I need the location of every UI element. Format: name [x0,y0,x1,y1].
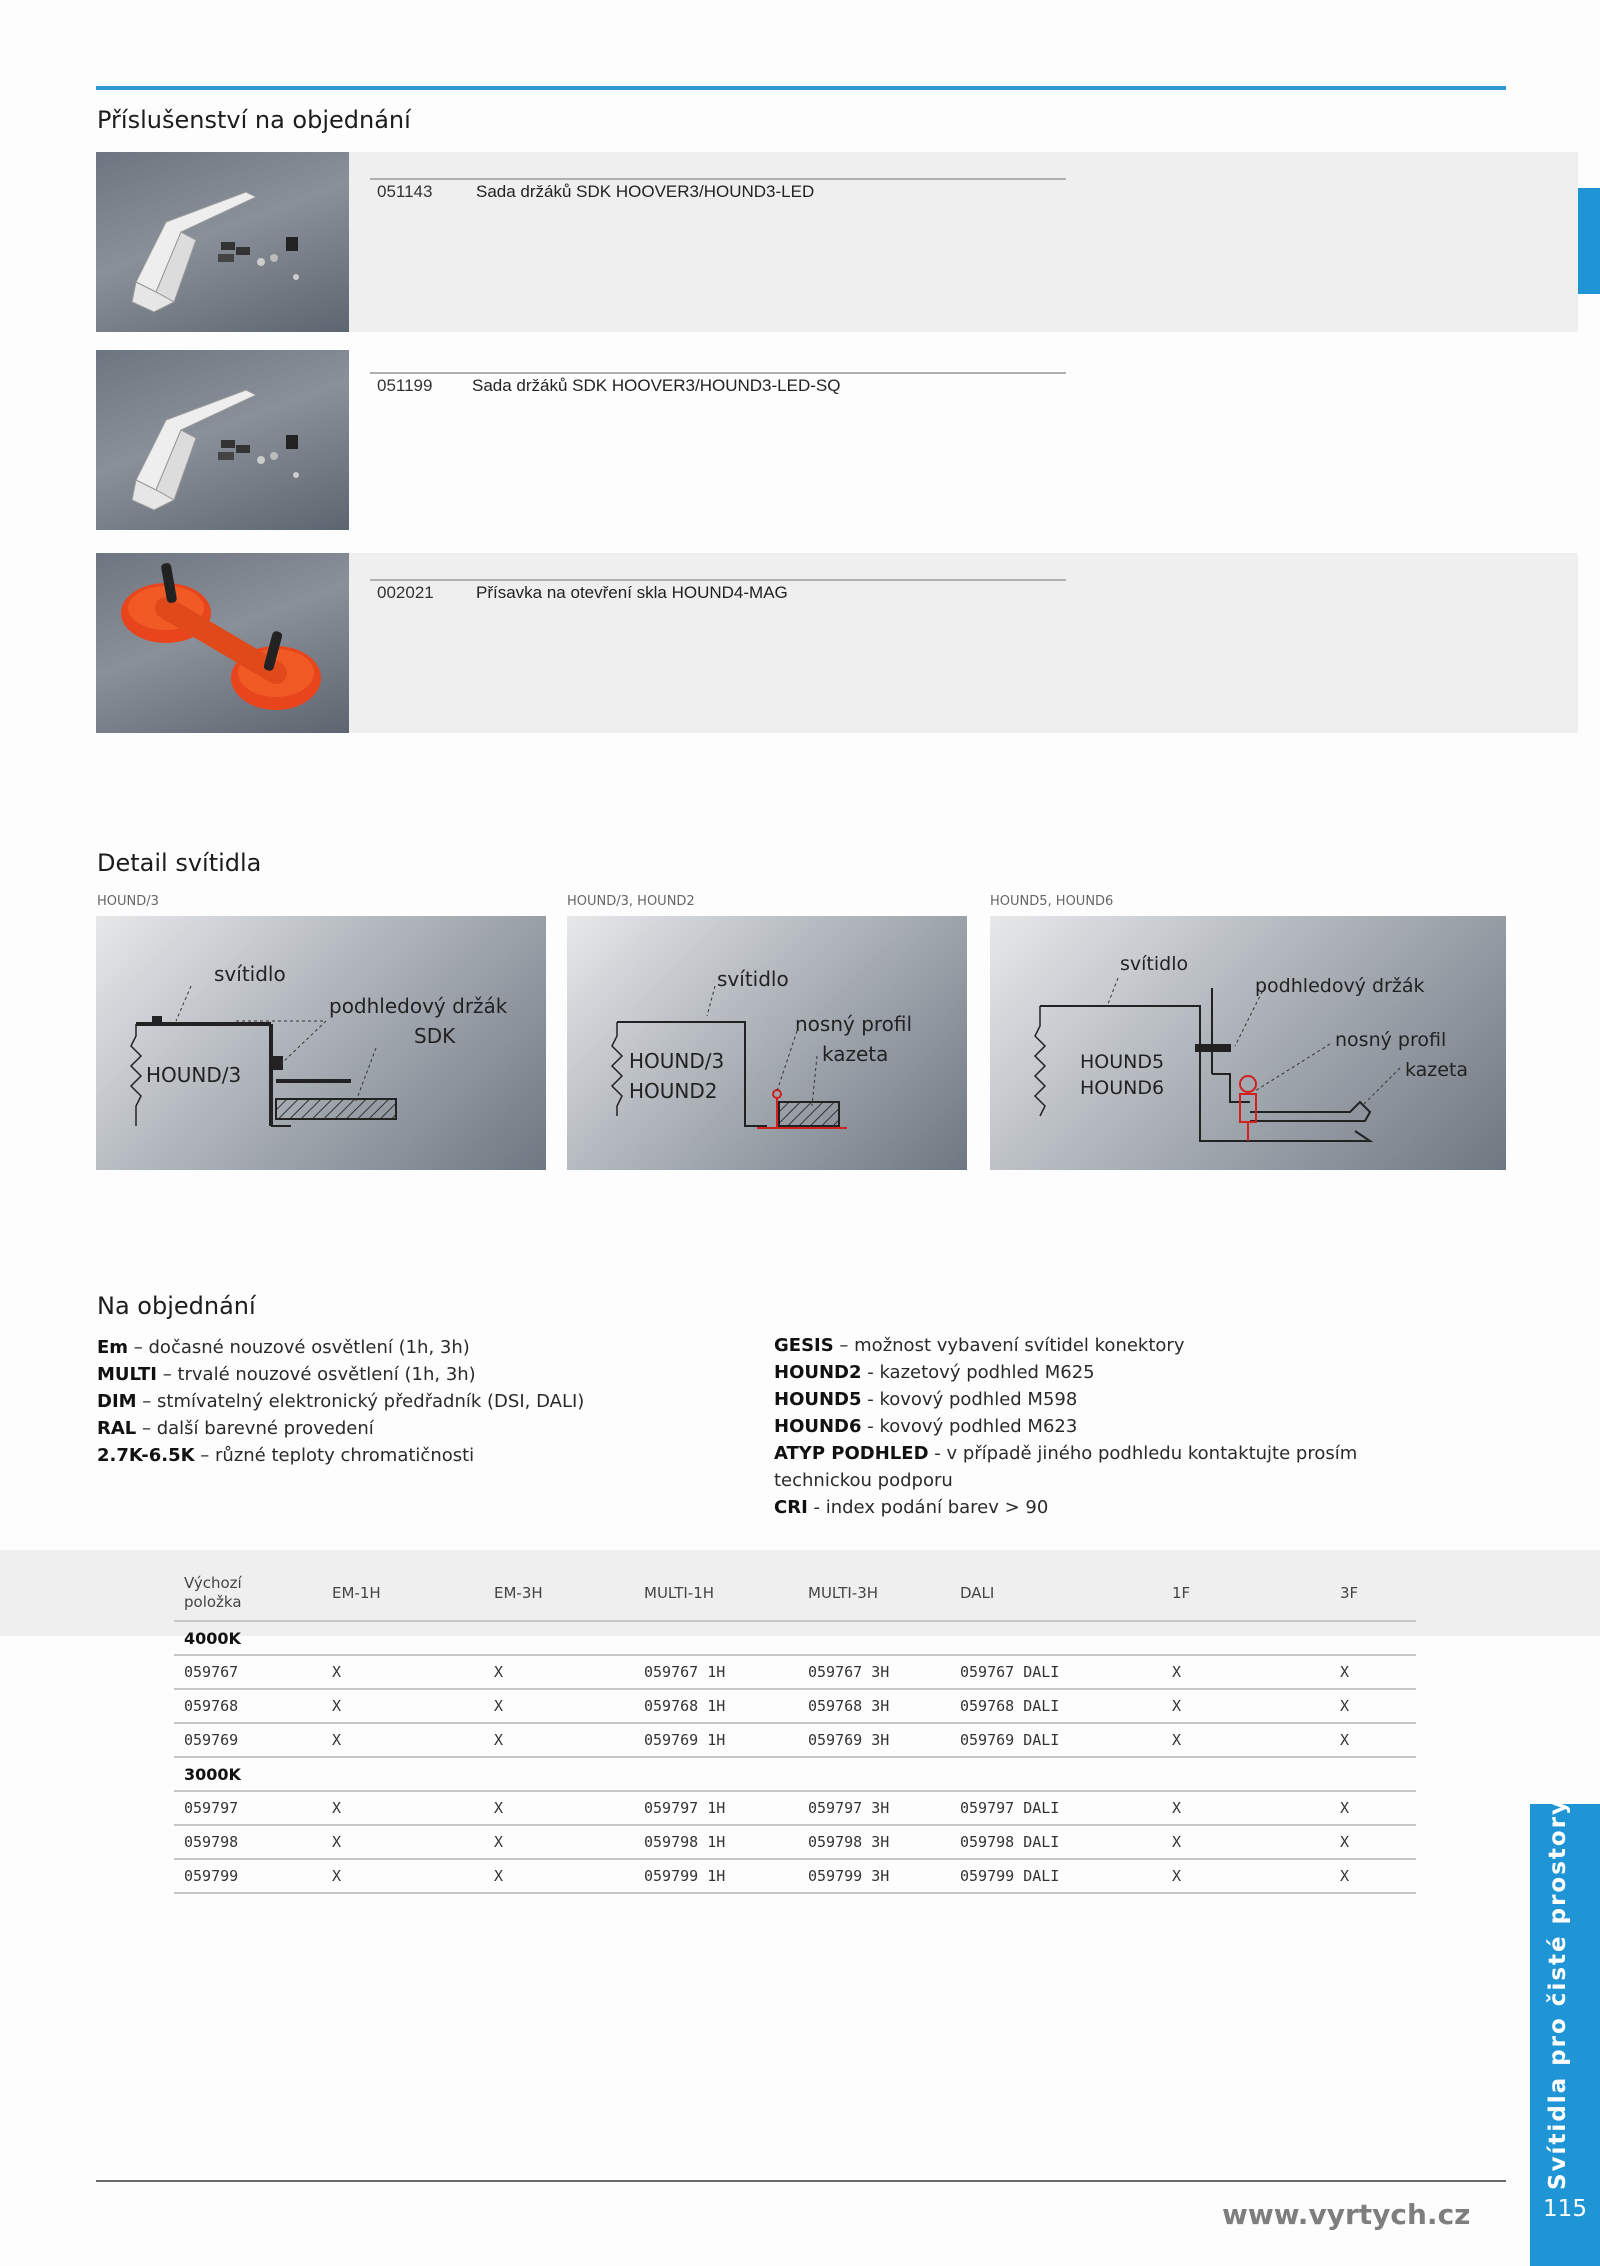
column-header: MULTI-1H [644,1584,715,1602]
bracket-set-image [96,350,349,530]
legend-term: DIM [97,1391,137,1412]
table-cell: X [1278,1689,1416,1723]
diagram-text: HOUND/3 [146,1063,242,1087]
table-cell: X [1112,1825,1278,1859]
accessory-name: Sada držáků SDK HOOVER3/HOUND3-LED-SQ [472,376,841,395]
top-rule [96,86,1506,90]
detail-panel-label: HOUND/3, HOUND2 [567,894,695,909]
table-cell: X [464,1723,626,1757]
table-cell: 059768 3H [790,1689,946,1723]
diagram-text: kazeta [822,1042,889,1066]
legend-item [774,1440,1414,1494]
legend-item [774,1494,1414,1521]
accessory-name: Přísavka na otevření skla HOUND4-MAG [476,583,788,602]
table-cell: X [1278,1859,1416,1893]
table-cell: 059769 1H [626,1723,790,1757]
accessory-divider [370,372,1066,374]
table-cell: 059769 3H [790,1723,946,1757]
legend-term: RAL [97,1418,137,1439]
legend-right [774,1332,1414,1521]
table-cell: X [1278,1825,1416,1859]
legend-item [97,1442,737,1469]
table-cell: X [302,1723,464,1757]
legend-left [97,1334,737,1469]
table-cell: X [1278,1723,1416,1757]
accessory-code: 051199 [377,376,433,395]
table-row [174,1791,1416,1825]
website-link[interactable]: www.vyrtych.cz [1222,2198,1471,2231]
group-label: 4000K [174,1621,1416,1655]
table-row [174,1859,1416,1893]
diagram-text: HOUND2 [629,1079,718,1103]
diagram-text: nosný profil [795,1012,913,1036]
column-header: Výchozí položka [184,1574,242,1611]
diagram-text: kazeta [1405,1059,1469,1081]
legend-desc: – trvalé nouzové osvětlení (1h, 3h) [157,1364,476,1385]
chapter-label: Svítidla pro čisté prostory [1545,1797,1571,2190]
table-cell: 059767 [174,1655,302,1689]
table-cell: 059799 [174,1859,302,1893]
accessory-row [96,350,1578,530]
legend-item [774,1359,1414,1386]
detail-diagram-hound3 [96,916,546,1170]
legend-term: GESIS [774,1335,834,1356]
detail-panel-label: HOUND/3 [97,894,159,909]
legend-desc: – další barevné provedení [136,1418,374,1439]
page-number: 115 [1543,2196,1587,2222]
group-row [174,1621,1416,1655]
diagram-text: HOUND/3 [629,1049,725,1073]
diagram-text: svítidlo [1120,953,1189,975]
bottom-rule [96,2180,1506,2182]
table-cell: X [1112,1791,1278,1825]
table-cell: 059799 DALI [946,1859,1112,1893]
legend-item [774,1386,1414,1413]
accessories-title: Příslušenství na objednání [97,106,411,134]
table-row [174,1655,1416,1689]
table-cell: 059799 3H [790,1859,946,1893]
column-header: 3F [1340,1584,1359,1602]
table-cell: X [1112,1689,1278,1723]
table-row [174,1689,1416,1723]
accessory-divider [370,579,1066,581]
table-header-row [174,1566,1416,1620]
diagram-text: SDK [414,1024,456,1048]
accessory-code: 002021 [377,583,434,602]
legend-desc: - index podání barev > 90 [807,1497,1049,1518]
legend-term: HOUND5 [774,1389,862,1410]
table-cell: X [302,1655,464,1689]
table-cell: 059798 3H [790,1825,946,1859]
legend-item [97,1361,737,1388]
legend-term: ATYP PODHLED [774,1443,929,1464]
diagram-text: svítidlo [214,962,286,986]
legend-term: CRI [774,1497,808,1518]
table-cell: 059767 3H [790,1655,946,1689]
table-cell: 059768 [174,1689,302,1723]
legend-desc: – dočasné nouzové osvětlení (1h, 3h) [128,1337,470,1358]
order-title: Na objednání [97,1292,256,1320]
legend-desc: – možnost vybavení svítidel konektory [833,1335,1185,1356]
legend-term: MULTI [97,1364,157,1385]
table-cell: X [302,1825,464,1859]
detail-title: Detail svítidla [97,849,262,877]
table-cell: 059768 1H [626,1689,790,1723]
table-cell: X [302,1689,464,1723]
table-cell: 059798 DALI [946,1825,1112,1859]
table-cell: X [464,1791,626,1825]
table-cell: X [464,1859,626,1893]
suction-lifter-image [96,553,349,733]
table-row [174,1825,1416,1859]
table-cell: 059798 1H [626,1825,790,1859]
table-cell: 059767 1H [626,1655,790,1689]
order-table [174,1566,1416,1894]
table-cell: X [464,1655,626,1689]
diagram-text: HOUND5 [1080,1051,1165,1073]
legend-term: 2.7K-6.5K [97,1445,195,1466]
table-cell: 059797 [174,1791,302,1825]
legend-item [774,1332,1414,1359]
table-cell: X [1278,1791,1416,1825]
column-header: 1F [1172,1584,1191,1602]
accessory-row [96,152,1578,332]
diagram-text: podhledový držák [1255,975,1425,997]
legend-term: HOUND2 [774,1362,862,1383]
legend-desc: – stmívatelný elektronický předřadník (DSI, DALI) [136,1391,585,1412]
legend-item [97,1334,737,1361]
legend-desc: - kazetový podhled M625 [861,1362,1095,1383]
legend-desc: - v případě jiného podhledu kontaktujte prosím technickou podporu [774,1443,1358,1491]
detail-diagram-hound2 [567,916,967,1170]
legend-item [774,1413,1414,1440]
table-cell: 059769 [174,1723,302,1757]
table-cell: 059797 3H [790,1791,946,1825]
column-header: EM-3H [494,1584,543,1602]
legend-term: HOUND6 [774,1416,862,1437]
table-cell: X [1112,1723,1278,1757]
table-cell: X [302,1859,464,1893]
table-cell: 059797 DALI [946,1791,1112,1825]
table-cell: 059768 DALI [946,1689,1112,1723]
table-cell: X [1112,1655,1278,1689]
diagram-text: nosný profil [1335,1029,1447,1051]
group-label: 3000K [174,1757,1416,1791]
legend-desc: - kovový podhled M623 [861,1416,1078,1437]
diagram-text: svítidlo [717,967,789,991]
table-cell: 059769 DALI [946,1723,1112,1757]
accessory-code: 051143 [377,182,433,201]
table-row [174,1723,1416,1757]
table-cell: 059798 [174,1825,302,1859]
legend-item [97,1388,737,1415]
diagram-text: podhledový držák [329,994,508,1018]
table-cell: X [464,1689,626,1723]
legend-desc: - kovový podhled M598 [861,1389,1078,1410]
table-cell: 059767 DALI [946,1655,1112,1689]
table-cell: X [1112,1859,1278,1893]
legend-item [97,1415,737,1442]
detail-diagram-hound5 [990,916,1506,1170]
legend-desc: – různé teploty chromatičnosti [194,1445,475,1466]
column-header: MULTI-3H [808,1584,879,1602]
column-header: EM-1H [332,1584,381,1602]
accessory-row [96,553,1578,733]
group-row [174,1757,1416,1791]
accessory-name: Sada držáků SDK HOOVER3/HOUND3-LED [476,182,815,201]
table-cell: 059797 1H [626,1791,790,1825]
diagram-text: HOUND6 [1080,1077,1165,1099]
column-header: DALI [960,1584,995,1602]
legend-term: Em [97,1337,129,1358]
table-cell: X [302,1791,464,1825]
accessory-divider [370,178,1066,180]
table-cell: X [1278,1655,1416,1689]
table-cell: 059799 1H [626,1859,790,1893]
bracket-set-image [96,152,349,332]
table-cell: X [464,1825,626,1859]
detail-panel-label: HOUND5, HOUND6 [990,894,1114,909]
